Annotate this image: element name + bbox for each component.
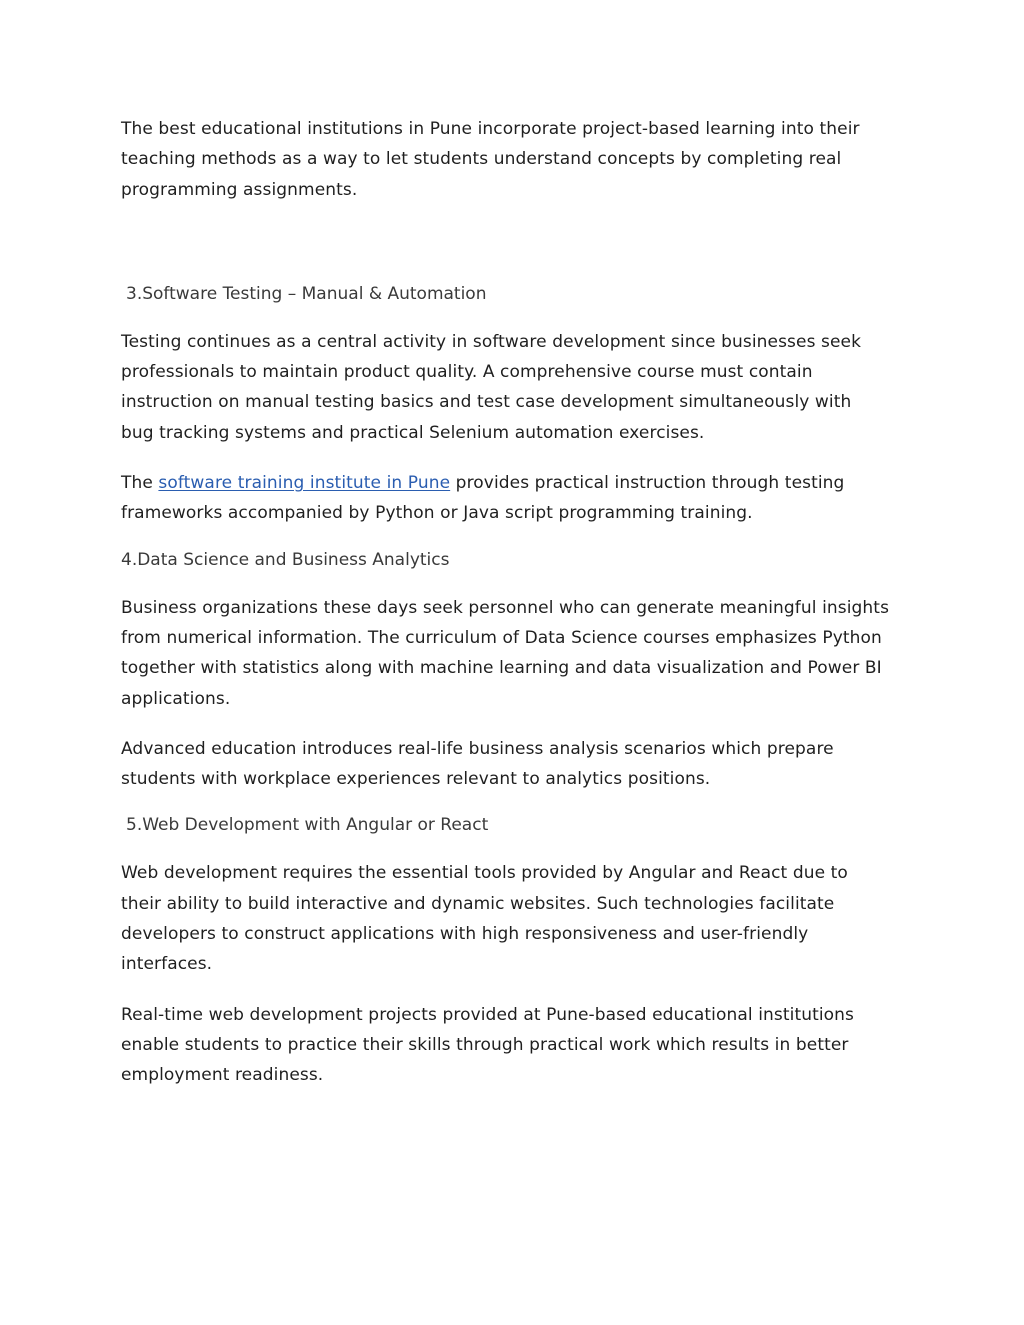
heading-software-testing: 3.Software Testing – Manual & Automation [126,283,487,304]
text-line: from numerical information. The curriculum of Data Science courses emphasizes Python [121,627,882,648]
document-body [121,114,911,1091]
text-line: Web development requires the essential tools provided by Angular and React due to [121,863,848,884]
paragraph-data-science [121,593,911,714]
text-line: together with statistics along with machine learning and data visualization and Power BI [121,658,882,679]
paragraph-web-development [121,858,911,979]
text-line: enable students to practice their skills through practical work which results in better [121,1034,849,1055]
paragraph-real-time-projects [121,1000,911,1091]
paragraph-project-learning [121,114,911,205]
text-line: interfaces. [121,954,213,975]
heading-web-development: 5.Web Development with Angular or React [126,815,489,836]
text-line: Business organizations these days seek personnel who can generate meaningful insights [121,597,890,618]
paragraph-training-institute [121,468,911,529]
text-segment: The [121,473,159,494]
text-line: students with workplace experiences relevant to analytics positions. [121,769,711,790]
paragraph-testing [121,327,911,448]
text-line: developers to construct applications with high responsiveness and user-friendly [121,924,809,945]
text-line: Real-time web development projects provided at Pune-based educational institutions [121,1004,854,1025]
text-line [121,468,911,498]
text-line: employment readiness. [121,1065,324,1086]
text-segment: provides practical instruction through testing [450,473,845,494]
text-line: bug tracking systems and practical Selenium automation exercises. [121,422,705,443]
text-line: Testing continues as a central activity in software development since businesses seek [121,331,862,352]
text-line: programming assignments. [121,179,358,200]
text-line: Advanced education introduces real-life business analysis scenarios which prepare [121,738,834,759]
text-line: instruction on manual testing basics and test case development simultaneously with [121,392,852,413]
paragraph-advanced-education [121,734,911,795]
software-training-institute-link[interactable]: software training institute in Pune [158,473,451,494]
heading-data-science: 4.Data Science and Business Analytics [121,549,450,570]
text-line: applications. [121,688,231,709]
text-line: their ability to build interactive and dynamic websites. Such technologies facilitate [121,893,835,914]
text-line: teaching methods as a way to let students understand concepts by completing real [121,149,842,170]
text-line: frameworks accompanied by Python or Java script programming training. [121,503,753,524]
text-line: professionals to maintain product quality. A comprehensive course must contain [121,362,813,383]
text-line: The best educational institutions in Pune incorporate project-based learning into their [121,119,860,139]
